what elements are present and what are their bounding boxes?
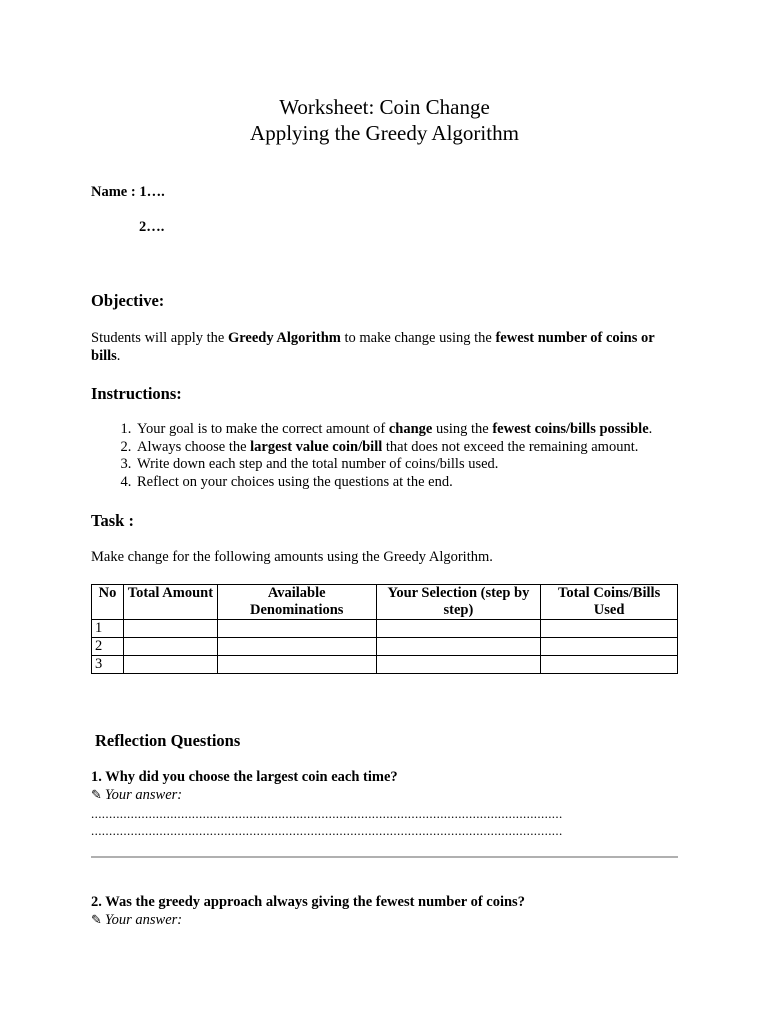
table-cell[interactable] [217, 656, 376, 674]
list-item: 1. Your goal is to make the correct amount of change using the fewest coins/bills possible. [135, 421, 678, 439]
header-available-denominations: Available Denominations [217, 585, 376, 620]
table-cell[interactable] [217, 620, 376, 638]
objective-heading: Objective: [91, 291, 165, 310]
question-1: 1. Why did you choose the largest coin each time? [91, 769, 398, 785]
name-label: Name : 1…. [91, 184, 165, 200]
table-cell[interactable] [541, 638, 678, 656]
table-row [92, 656, 678, 674]
question-2: 2. Was the greedy approach always giving the fewest number of coins? [91, 894, 525, 910]
list-item: 3. Write down each step and the total number of coins/bills used. [135, 456, 678, 474]
table-cell[interactable] [376, 638, 541, 656]
coin-change-table [91, 584, 678, 674]
title-line-2: Applying the Greedy Algorithm [250, 121, 519, 145]
name-line-2: 2…. [139, 219, 165, 235]
table-header-row [92, 585, 678, 620]
instructions-heading: Instructions: [91, 384, 182, 403]
horizontal-divider [91, 856, 678, 858]
task-heading: Task : [91, 511, 134, 530]
table-cell[interactable] [123, 638, 217, 656]
table-cell[interactable] [217, 638, 376, 656]
answer-line-2[interactable]: ................................................................................................................................... [91, 823, 563, 838]
table-cell[interactable] [541, 620, 678, 638]
list-item: 2. Always choose the largest value coin/bill that does not exceed the remaining amount. [135, 439, 678, 457]
table-cell: 3 [92, 656, 124, 674]
list-item: 4. Reflect on your choices using the questions at the end. [135, 474, 678, 492]
pencil-icon: ✎ [91, 788, 102, 803]
table-cell: 1 [92, 620, 124, 638]
table-cell[interactable] [123, 656, 217, 674]
pencil-icon: ✎ [91, 913, 102, 928]
answer-line-1[interactable]: ................................................................................................................................... [91, 806, 563, 821]
task-text: Make change for the following amounts using the Greedy Algorithm. [91, 549, 493, 565]
reflection-heading: Reflection Questions [95, 731, 241, 750]
table-cell: 2 [92, 638, 124, 656]
table-cell[interactable] [376, 620, 541, 638]
title-line-1: Worksheet: Coin Change [279, 95, 490, 119]
table-row [92, 620, 678, 638]
table-row [92, 638, 678, 656]
answer-label-2: ✎ Your answer: [91, 912, 183, 928]
header-no: No [92, 585, 124, 620]
instructions-list [91, 421, 678, 492]
header-total-coins: Total Coins/Bills Used [541, 585, 678, 620]
table-cell[interactable] [541, 656, 678, 674]
answer-label-1: ✎ Your answer: [91, 787, 183, 803]
header-your-selection: Your Selection (step by step) [376, 585, 541, 620]
table-cell[interactable] [123, 620, 217, 638]
table-cell[interactable] [376, 656, 541, 674]
objective-text: Students will apply the Greedy Algorithm to make change using the fewest number of coins or bills. [91, 330, 655, 364]
header-total-amount: Total Amount [123, 585, 217, 620]
